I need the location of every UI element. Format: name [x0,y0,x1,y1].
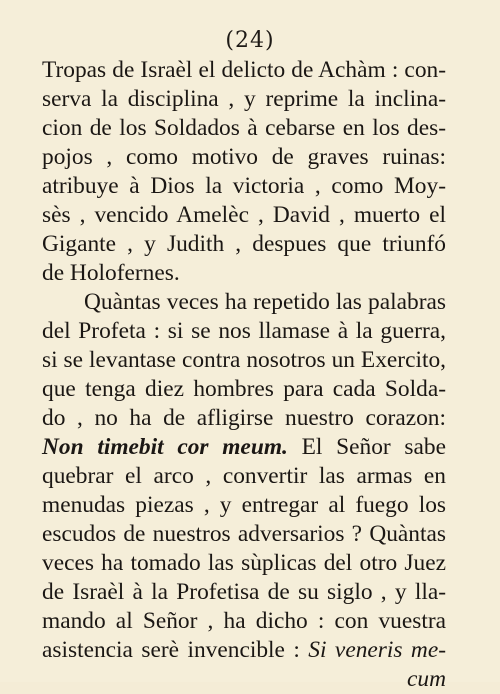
text-line: veces ha tomado las sùplicas del otro Juez [42,550,446,576]
latin-quote: Si veneris me- [308,637,446,663]
text-line: quebrar el arco , convertir las armas en [42,463,446,489]
text-line: atribuye à Dios la victoria , como Moy- [42,173,446,199]
text-line-start: asistencia serè invencible : [42,637,309,663]
text-line: del Profeta : si se nos llamase à la guerra, [42,318,446,344]
text-line: de Israèl à la Profetisa de su siglo , y lla- [42,579,446,605]
text-line: mando al Señor , ha dicho : con vuestra [42,608,446,634]
text-line: do , no ha de afligirse nuestro corazon: [42,405,446,431]
text-line: pojos , como motivo de graves ruinas: [42,144,446,170]
text-line: Gigante , y Judith , despues que triunfó [42,231,446,257]
text-line: serva la disciplina , y reprime la inclina- [42,86,446,112]
text-line [42,433,446,462]
text-line: Tropas de Israèl el delicto de Achàm : con- [42,57,446,83]
text-line: escudos de nuestros adversarios ? Quàntas [42,521,446,547]
text-line [42,636,446,665]
catchword: cum [407,666,446,692]
page-text [42,56,446,694]
text-line: cion de los Soldados à cebarse en los des- [42,115,446,141]
latin-quote: Non timebit cor meum. [42,434,288,460]
text-line: que tenga diez hombres para cada Solda- [42,376,446,402]
text-line: de Holofernes. [42,260,180,286]
text-line: menudas piezas , y entregar al fuego los [42,492,446,518]
text-line: Quàntas veces ha repetido las palabras [84,289,446,315]
text-line: sès , vencido Amelèc , David , muerto el [42,202,446,228]
text-line-rest: El Señor sabe [287,434,446,460]
text-line: si se levantase contra nosotros un Exercito, [42,347,446,373]
page-number: (24) [225,28,275,53]
